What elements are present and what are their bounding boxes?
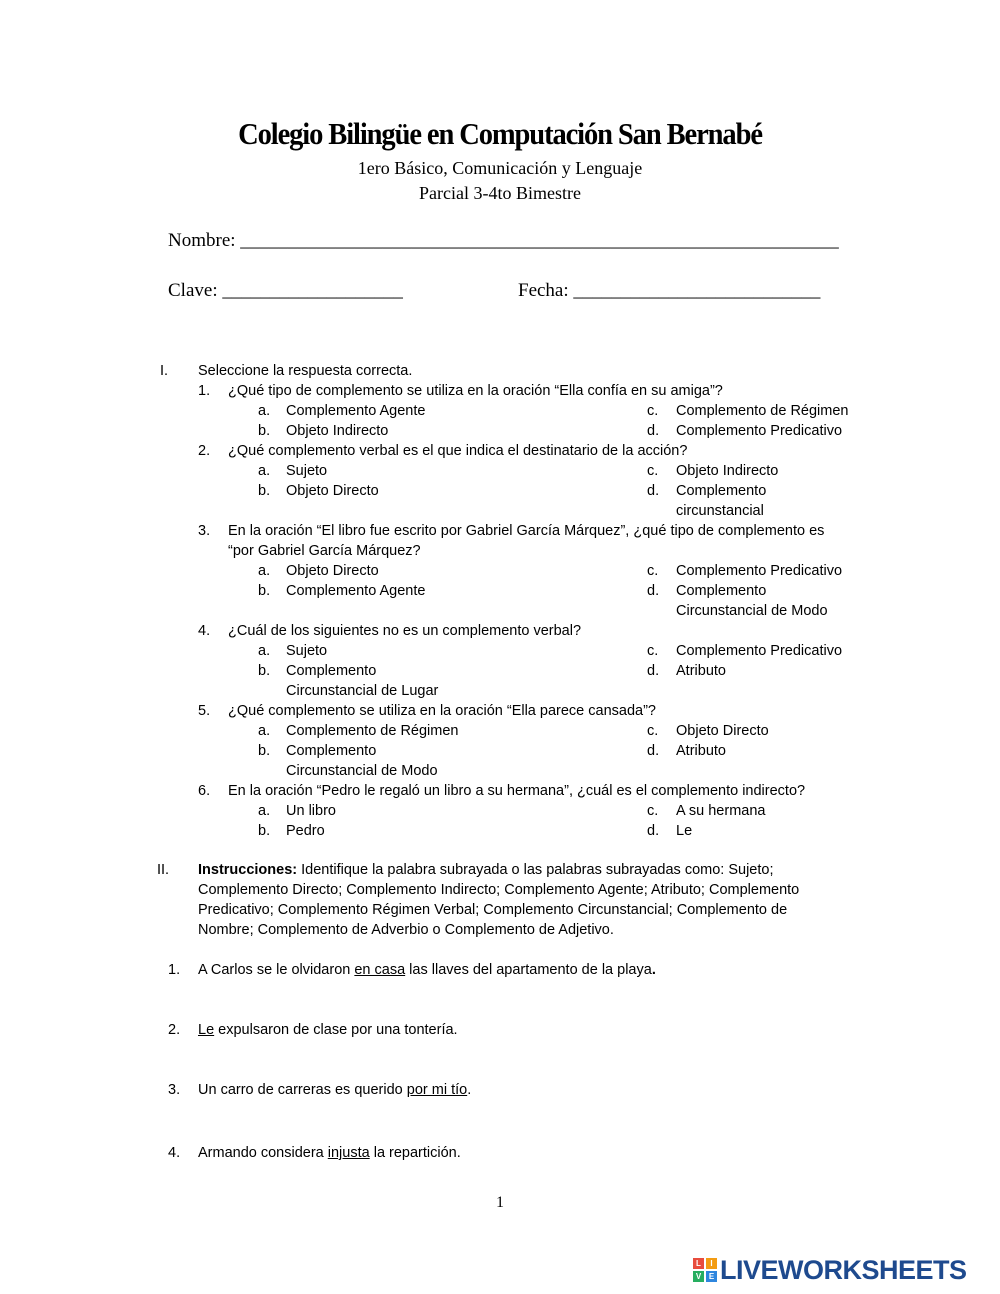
question-number: 4. [198, 623, 211, 639]
question-number: 1. [198, 383, 211, 399]
option-c[interactable]: Objeto Indirecto [676, 463, 779, 479]
option-a[interactable]: Un libro [286, 803, 336, 819]
clave-label: Clave: [168, 280, 223, 301]
logo-text: LIVEWORKSHEETS [720, 1254, 967, 1285]
option-b[interactable]: Complemento Agente [286, 583, 426, 599]
sentence-text: Un carro de carreras es querido [198, 1082, 407, 1098]
option-d[interactable]: circunstancial [676, 503, 764, 519]
option-a[interactable]: Complemento de Régimen [286, 723, 459, 739]
question-text: “por Gabriel García Márquez? [228, 543, 421, 559]
sentence-text: la repartición. [369, 1145, 461, 1161]
option-letter-a: a. [258, 463, 271, 479]
fecha-field[interactable] [518, 280, 820, 302]
option-letter-b: b. [258, 483, 271, 499]
option-letter-d: d. [647, 423, 660, 439]
sentence-number: 4. [168, 1145, 181, 1161]
option-letter-a: a. [258, 563, 271, 579]
question-text: En la oración “Pedro le regaló un libro a su hermana”, ¿cuál es el complemento indirecto? [228, 783, 806, 799]
instructions-line [198, 860, 774, 880]
option-c[interactable]: Objeto Directo [676, 723, 769, 739]
option-letter-b: b. [258, 663, 271, 679]
section1-numeral: I. [160, 363, 169, 379]
question-text: ¿Qué complemento se utiliza en la oración “Ella parece cansada”? [228, 703, 656, 719]
option-letter-c: c. [647, 723, 659, 739]
instructions-text: Identifique la palabra subrayada o las palabras subrayadas como: Sujeto; [297, 862, 774, 878]
sentence-number: 3. [168, 1082, 181, 1098]
nombre-line[interactable]: _______________________________________________________________ [240, 230, 839, 251]
option-letter-c: c. [647, 643, 659, 659]
sentence [198, 1080, 471, 1100]
option-d[interactable]: Complemento [676, 583, 767, 599]
underlined-phrase: injusta [327, 1145, 370, 1161]
question-text: ¿Cuál de los siguientes no es un complemento verbal? [228, 623, 582, 639]
sentence-text: . [467, 1082, 472, 1098]
underlined-phrase: por mi tío [406, 1082, 468, 1098]
option-b[interactable]: Complemento [286, 663, 377, 679]
fecha-label: Fecha: [518, 280, 574, 301]
instructions-text: Nombre; Complemento de Adverbio o Complemento de Adjetivo. [198, 922, 614, 938]
question-number: 5. [198, 703, 211, 719]
option-letter-d: d. [647, 663, 660, 679]
sentence-period: . [651, 962, 656, 978]
option-b[interactable]: Complemento [286, 743, 377, 759]
option-letter-b: b. [258, 743, 271, 759]
option-d[interactable]: Le [676, 823, 693, 839]
school-title: Colegio Bilingüe en Computación San Bernabé [238, 116, 762, 151]
option-b[interactable]: Objeto Directo [286, 483, 379, 499]
exam-subtitle: Parcial 3-4to Bimestre [419, 183, 581, 203]
sentence-text: Armando considera [198, 1145, 328, 1161]
sentence [198, 1020, 458, 1040]
logo-tile: V [693, 1271, 704, 1282]
option-a[interactable]: Sujeto [286, 643, 328, 659]
option-letter-a: a. [258, 723, 271, 739]
question-number: 2. [198, 443, 211, 459]
option-letter-d: d. [647, 583, 660, 599]
option-a[interactable]: Sujeto [286, 463, 328, 479]
option-letter-c: c. [647, 563, 659, 579]
question-text: ¿Qué tipo de complemento se utiliza en la oración “Ella confía en su amiga”? [228, 383, 723, 399]
option-letter-a: a. [258, 643, 271, 659]
sentence-text: las llaves del apartamento de la playa [405, 962, 652, 978]
option-d[interactable]: Circunstancial de Modo [676, 603, 828, 619]
option-b[interactable]: Pedro [286, 823, 325, 839]
underlined-phrase: en casa [354, 962, 406, 978]
option-a[interactable]: Complemento Agente [286, 403, 426, 419]
sentence-number: 1. [168, 962, 181, 978]
instructions-text: Predicativo; Complemento Régimen Verbal; Complemento Circunstancial; Complemento de [198, 902, 788, 918]
question-number: 6. [198, 783, 211, 799]
option-letter-d: d. [647, 483, 660, 499]
sentence-number: 2. [168, 1022, 181, 1038]
option-letter-c: c. [647, 463, 659, 479]
nombre-label: Nombre: [168, 230, 241, 251]
option-c[interactable]: Complemento Predicativo [676, 643, 843, 659]
option-b[interactable]: Circunstancial de Lugar [286, 683, 439, 699]
fecha-line[interactable]: __________________________ [573, 280, 821, 301]
option-letter-d: d. [647, 743, 660, 759]
section1-heading: Seleccione la respuesta correcta. [198, 363, 413, 379]
question-text: ¿Qué complemento verbal es el que indica el destinatario de la acción? [228, 443, 688, 459]
clave-line[interactable]: ___________________ [222, 280, 403, 301]
sentence [198, 1143, 461, 1163]
sentence [198, 960, 656, 980]
option-d[interactable]: Atributo [676, 663, 726, 679]
logo-tiles [693, 1258, 717, 1282]
option-b[interactable]: Circunstancial de Modo [286, 763, 438, 779]
option-c[interactable]: Complemento Predicativo [676, 563, 843, 579]
option-letter-b: b. [258, 423, 271, 439]
option-d[interactable]: Complemento Predicativo [676, 423, 843, 439]
logo-tile: I [706, 1258, 717, 1269]
option-c[interactable]: Complemento de Régimen [676, 403, 849, 419]
option-d[interactable]: Complemento [676, 483, 767, 499]
option-b[interactable]: Objeto Indirecto [286, 423, 389, 439]
logo-tile: E [706, 1271, 717, 1282]
option-letter-c: c. [647, 403, 659, 419]
section2-numeral: II. [157, 862, 170, 878]
sentence-text: expulsaron de clase por una tontería. [214, 1022, 458, 1038]
option-letter-c: c. [647, 803, 659, 819]
page-number: 1 [496, 1194, 504, 1211]
option-a[interactable]: Objeto Directo [286, 563, 379, 579]
underlined-phrase: Le [198, 1022, 215, 1038]
option-letter-d: d. [647, 823, 660, 839]
option-letter-a: a. [258, 403, 271, 419]
question-text: En la oración “El libro fue escrito por Gabriel García Márquez”, ¿qué tipo de complemento es [228, 523, 825, 539]
option-letter-b: b. [258, 583, 271, 599]
clave-field[interactable] [168, 280, 403, 302]
instructions-text: Complemento Directo; Complemento Indirecto; Complemento Agente; Atributo; Complemento [198, 882, 800, 898]
course-subtitle: 1ero Básico, Comunicación y Lenguaje [357, 158, 643, 178]
option-letter-b: b. [258, 823, 271, 839]
liveworksheets-logo [693, 1256, 967, 1284]
option-d[interactable]: Atributo [676, 743, 726, 759]
nombre-field[interactable] [168, 230, 839, 252]
question-number: 3. [198, 523, 211, 539]
option-letter-a: a. [258, 803, 271, 819]
sentence-text: A Carlos se le olvidaron [198, 962, 355, 978]
logo-tile: L [693, 1258, 704, 1269]
instructions-label: Instrucciones: [198, 862, 298, 878]
option-c[interactable]: A su hermana [676, 803, 766, 819]
